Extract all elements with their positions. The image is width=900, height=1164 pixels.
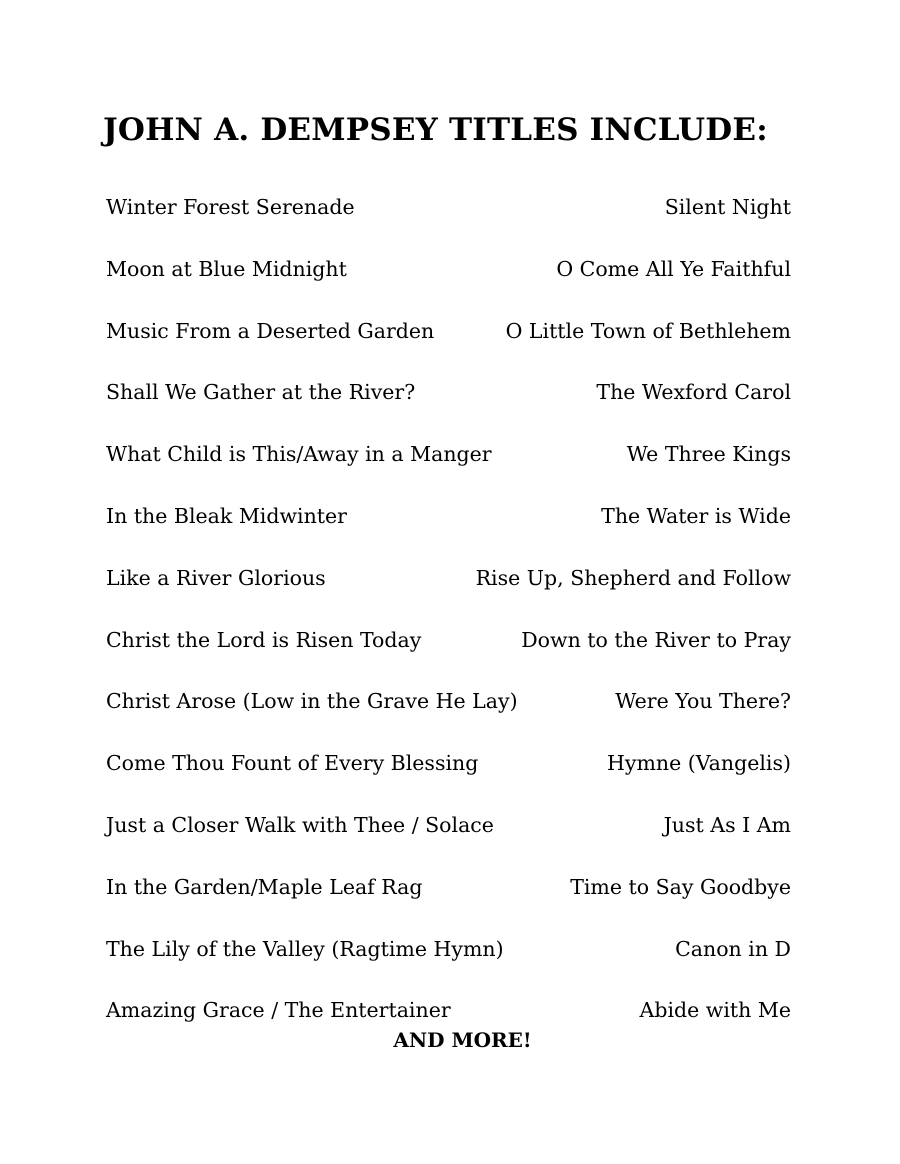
title-left: Music From a Deserted Garden [106,318,435,343]
title-row [106,870,791,932]
title-left: Just a Closer Walk with Thee / Solace [106,812,494,837]
title-row [106,190,791,252]
title-left: In the Bleak Midwinter [106,503,347,528]
title-left: What Child is This/Away in a Manger [106,442,492,467]
title-row [106,684,791,746]
title-left: Christ the Lord is Risen Today [106,627,422,652]
title-right: Down to the River to Pray [521,627,791,652]
title-row [106,561,791,623]
title-left: Amazing Grace / The Entertainer [106,998,451,1023]
title-row [106,932,791,994]
title-row [106,808,791,870]
title-row [106,252,791,314]
title-right: Time to Say Goodbye [570,874,791,899]
title-right: Silent Night [664,195,791,219]
titles-list [106,190,791,1055]
page-heading: JOHN A. DEMPSEY TITLES INCLUDE: [103,112,768,148]
title-right: Were You There? [615,689,791,714]
title-row [106,314,791,376]
title-left: Christ Arose (Low in the Grave He Lay) [106,689,518,714]
title-row [106,437,791,499]
title-left: The Lily of the Valley (Ragtime Hymn) [106,936,504,961]
title-left: Shall We Gather at the River? [106,380,416,405]
title-right: Rise Up, Shepherd and Follow [475,565,791,590]
title-row [106,499,791,561]
title-right: O Little Town of Bethlehem [505,318,791,343]
title-row [106,623,791,685]
title-left: Winter Forest Serenade [106,195,355,219]
and-more-footer: AND MORE! [393,1028,532,1052]
title-right: Hymne (Vangelis) [607,751,791,776]
title-right: Just As I Am [663,812,791,837]
title-right: The Water is Wide [601,503,791,528]
title-right: Abide with Me [639,998,791,1023]
title-left: Like a River Glorious [106,565,326,590]
title-right: O Come All Ye Faithful [556,256,791,281]
title-row [106,746,791,808]
title-row [106,375,791,437]
title-right: Canon in D [675,936,791,961]
title-right: We Three Kings [626,442,791,467]
title-right: The Wexford Carol [596,380,791,405]
title-left: Moon at Blue Midnight [106,256,347,281]
title-left: In the Garden/Maple Leaf Rag [106,874,423,899]
title-left: Come Thou Fount of Every Blessing [106,751,479,776]
